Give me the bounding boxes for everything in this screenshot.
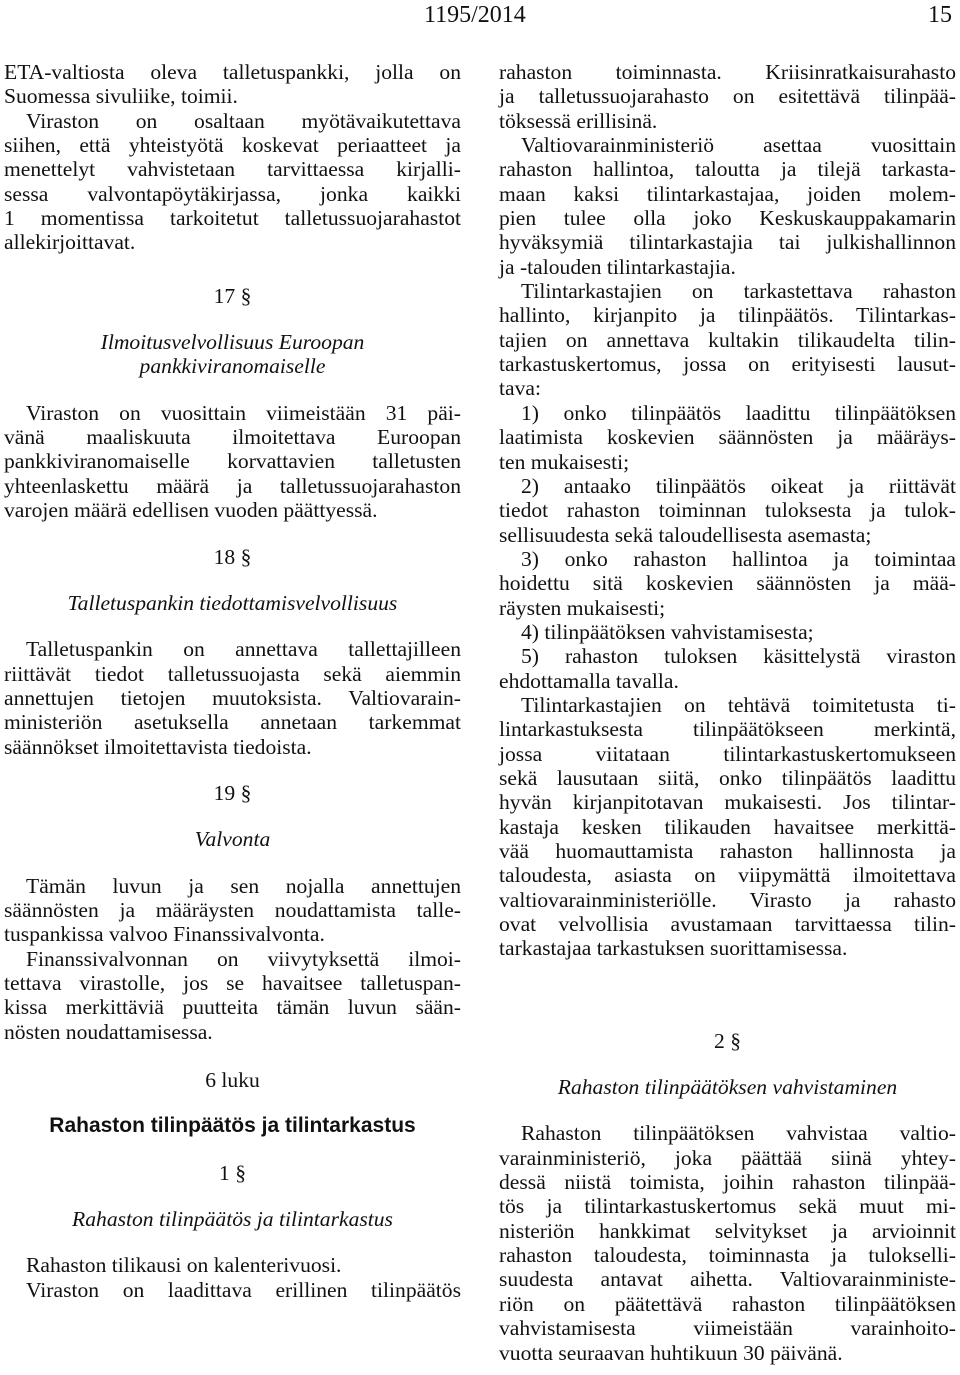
text-line: lintarkastuksesta tilinpäätökseen merkintä, (499, 717, 956, 742)
text-line: annettujen tietojen muutoksista. Valtiovarain- (4, 685, 461, 710)
text-line: säännökset ilmoitettavista tiedoista. (4, 734, 312, 759)
spacer (4, 523, 461, 545)
text-line: maan kaksi tilintarkastajaa, joiden molem- (499, 181, 956, 206)
text-line: Viraston on osaltaan myötävaikutettava (26, 108, 461, 133)
text-line: vuotta seuraavan huhtikuun 30 päivänä. (499, 1340, 843, 1365)
left-column (4, 60, 461, 1302)
text-line: räysten mukaisesti; (499, 595, 666, 620)
text-line: menettelyt vahvistetaan tarvittaessa kirjalli- (4, 157, 461, 182)
text-line: kissa merkittäviä puutteita tämän luvun sään- (4, 995, 461, 1020)
text-line: 1 momentissa tarkoitetut talletussuojarahastot (4, 206, 461, 231)
section-title: Valvonta (194, 827, 271, 852)
text-line: Rahaston tilinpäätöksen vahvistaa valtio- (521, 1121, 956, 1146)
spacer (499, 1099, 956, 1121)
text-line: ehdottamalla tavalla. (499, 668, 679, 693)
text-line: vahvistamisesta viimeistään varainhoito- (499, 1316, 956, 1341)
section-number: 17 § (213, 283, 252, 308)
text-line: vänä maaliskuuta ilmoitettava Euroopan (4, 425, 461, 450)
text-line: rahaston taloudesta, toiminnasta ja tulokselli- (499, 1243, 956, 1268)
text-line: ja -talouden tilintarkastajia. (499, 254, 736, 279)
text-line: Viraston on vuosittain viimeistään 31 päi- (26, 400, 461, 425)
text-line: allekirjoittavat. (4, 230, 136, 255)
section-number: 2 § (714, 1028, 741, 1053)
text-line: hyväksymiä tilintarkastajia tai julkishallinnon (499, 230, 956, 255)
spacer (4, 1185, 461, 1207)
text-line: säännösten ja määräysten noudattamista talle- (4, 897, 461, 922)
text-line: Tämän luvun ja sen nojalla annettujen (26, 873, 461, 898)
spacer (4, 1092, 461, 1114)
section-title: Ilmoitusvelvollisuus Euroopan (100, 330, 365, 355)
text-line: vää huomauttamista rahaston hallinnosta ja (499, 839, 956, 863)
text-line: tava: (499, 376, 541, 401)
text-line: pankkiviranomaiselle korvattavien talletusten (4, 449, 461, 474)
statute-number: 1195/2014 (424, 2, 526, 28)
text-line: Rahaston tilikausi on kalenterivuosi. (26, 1253, 342, 1278)
text-line: jossa viitataan tilintarkastuskertomukseen (499, 741, 956, 766)
page-number: 15 (928, 2, 952, 28)
section-title: Rahaston tilinpäätös ja tilintarkastus (72, 1207, 393, 1232)
spacer (4, 255, 461, 284)
text-line: kastaja kesken tilikauden havaitsee merkittä- (499, 814, 956, 839)
spacer (4, 759, 461, 781)
text-line: tajien on annettava kultakin tilikaudelta tilin- (499, 327, 956, 352)
text-line: hallinto, kirjanpito ja tilinpäätös. Tilintarkas- (499, 303, 956, 328)
text-line: siihen, että yhteistyötä koskevat periaatteet ja (4, 133, 461, 158)
spacer (4, 379, 461, 401)
text-line: ministeriön asetuksella annetaan tarkemmat (4, 710, 461, 735)
text-line: varainministeriö, joka päättää siinä yhtey- (499, 1145, 956, 1170)
spacer (4, 1139, 461, 1161)
spacer (4, 569, 461, 591)
text-line: pien tulee olla joko Keskuskauppakamarin (499, 206, 956, 231)
spacer (4, 308, 461, 330)
text-line: suudesta antavat aihetta. Valtiovarainministe- (499, 1267, 956, 1292)
section-title: Talletuspankin tiedottamisvelvollisuus (67, 590, 398, 615)
spacer (4, 805, 461, 827)
text-line: tarkastajaa tarkastuksen suorittamisessa. (499, 936, 848, 961)
text-line: sekä lausutaan siitä, onko tilinpäätös laadittu (499, 765, 956, 790)
text-line: riittävät tiedot talletussuojasta sekä aiemmin (4, 661, 461, 686)
text-line: tarkastuskertomus, jossa on erityisesti lausut- (499, 352, 956, 377)
text-line: 5) rahaston tuloksen käsittelystä viraston (521, 644, 956, 669)
text-line: hyvän kirjanpitotavan mukaisesti. Jos tilintar- (499, 790, 956, 815)
text-line: 4) tilinpäätöksen vahvistamisesta; (521, 619, 814, 644)
text-line: 2) antaako tilinpäätös oikeat ja riittävät (521, 473, 956, 498)
text-line: Suomessa sivuliike, toimii. (4, 84, 238, 109)
section-title: Rahaston tilinpäätöksen vahvistaminen (557, 1075, 898, 1100)
text-line: Tilintarkastajien on tarkastettava rahaston (521, 279, 956, 304)
text-line: taloudesta, asiasta on viipymättä ilmoitettava (499, 863, 956, 888)
text-line: sellisuudesta sekä taloudellisesta asemasta; (499, 522, 872, 547)
page-header (0, 0, 960, 36)
text-line: ovat velvollisia avustamaan tarvittaessa tilin- (499, 912, 956, 937)
chapter-heading: Rahaston tilinpäätös ja tilintarkastus (49, 1114, 416, 1138)
text-line: rahaston hallintoa, taloutta ja tilejä tarkasta- (499, 157, 956, 182)
text-line: nisteriön hankkimat selvitykset ja arvioinnit (499, 1218, 956, 1243)
spacer (4, 852, 461, 874)
text-line: Valtiovarainministeriö asettaa vuosittain (521, 133, 956, 158)
text-line: nösten noudattamisessa. (4, 1019, 213, 1044)
text-line: Finanssivalvonnan on viivytyksettä ilmoi- (26, 946, 461, 971)
text-line: laatimista koskevien säännösten ja määräys- (499, 425, 956, 450)
text-line: ja talletussuojarahasto on esitettävä tilinpää- (499, 84, 956, 109)
section-number: 19 § (213, 780, 252, 805)
text-line: yhteenlaskettu määrä ja talletussuojarahaston (4, 473, 461, 498)
spacer (4, 1231, 461, 1253)
section-title: pankkiviranomaiselle (139, 354, 326, 379)
text-line: varojen määrä edellisen vuoden päättyessä. (4, 498, 378, 523)
text-line: Viraston on laadittava erillinen tilinpäätös (26, 1277, 461, 1302)
text-line: töksessä erillisinä. (499, 108, 658, 133)
section-number: 6 luku (205, 1068, 260, 1092)
spacer (499, 961, 956, 1029)
right-column (499, 60, 956, 1365)
section-number: 1 § (219, 1160, 246, 1185)
text-line: valtiovarainministeriölle. Virasto ja rahasto (499, 887, 956, 912)
text-line: 3) onko rahaston hallintoa ja toimintaa (521, 546, 956, 571)
text-line: ETA-valtiosta oleva talletuspankki, jolla on (4, 60, 461, 84)
text-line: tettava virastolle, jos se havaitsee talletuspan- (4, 970, 461, 995)
text-line: riön on päätettävä rahaston tilinpäätöksen (499, 1291, 956, 1316)
text-line: ten mukaisesti; (499, 449, 630, 474)
text-line: tuspankissa valvoo Finanssivalvonta. (4, 922, 325, 947)
text-line: dessä niistä toimista, joihin rahaston tilinpää- (499, 1170, 956, 1195)
text-line: rahaston toiminnasta. Kriisinratkaisurahasto (499, 60, 956, 84)
text-line: hoidettu sitä koskevien säännösten ja mää- (499, 571, 956, 596)
text-line: sessa valvontapöytäkirjassa, jonka kaikki (4, 181, 461, 206)
text-line: tös ja tilintarkastuskertomus sekä muut mi- (499, 1194, 956, 1219)
text-line: 1) onko tilinpäätös laadittu tilinpäätöksen (521, 400, 956, 425)
spacer (4, 1044, 461, 1068)
spacer (4, 615, 461, 637)
spacer (499, 1053, 956, 1075)
section-number: 18 § (213, 544, 252, 569)
text-line: Talletuspankin on annettava tallettajilleen (26, 637, 461, 662)
text-line: Tilintarkastajien on tehtävä toimitetusta ti- (521, 692, 956, 717)
text-line: tiedot rahaston toiminnan tuloksesta ja tulok- (499, 498, 956, 523)
